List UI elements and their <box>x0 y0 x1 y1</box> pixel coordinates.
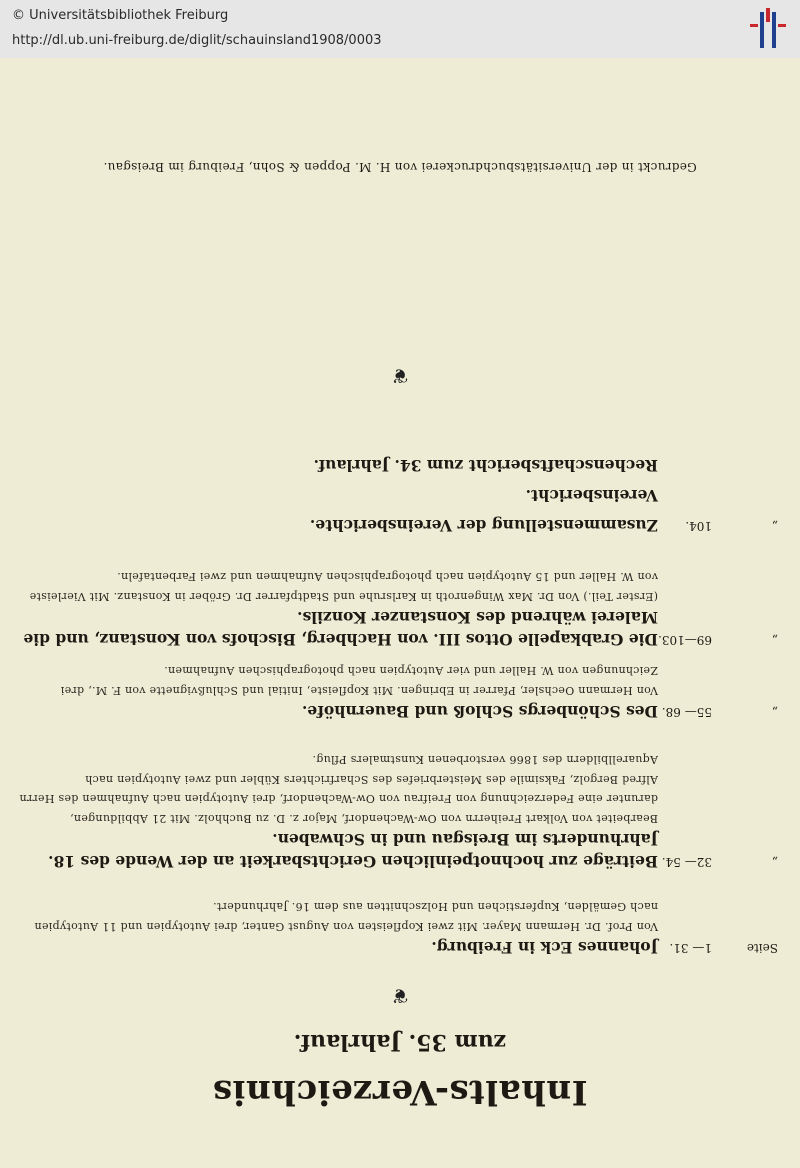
entry-label: Seite <box>746 941 778 955</box>
entry-pages: 55— 68. <box>661 705 712 719</box>
entry-description: Von Prof. Dr. Hermann Mayer. Mit zwei Kopfleisten von August Ganter, drei Autotypien und 11 Autotypien nach Gemälden, Kupferstichen und Holzschnitten aus dem 16. Jahrhundert. <box>34 900 658 933</box>
entry-label: „ <box>771 633 778 647</box>
toc-line-rechenschaftsbericht: Rechenschaftsbericht zum 34. Jahrlauf. <box>313 456 658 475</box>
entry-title: Beiträge zur hochnotpeinlichen Gerichtsbarkeit an der Wende des 18. Jahrhunderts im Breisgau und in Schwaben. <box>48 830 658 871</box>
entry-pages: 104. <box>685 519 712 533</box>
document-url[interactable]: http://dl.ub.uni-freiburg.de/diglit/schauinsland1908/0003 <box>12 33 382 48</box>
entry-title: Des Schönbergs Schloß und Bauernhöfe. <box>301 702 658 721</box>
entry-label: „ <box>771 705 778 719</box>
printer-imprint: Gedruckt in der Universitätsbuchdruckerei von H. M. Poppen & Sohn, Freiburg im Breisgau. <box>103 160 697 174</box>
entry-description: Von Hermann Oechsler, Pfarrer in Ebringen. Mit Kopfleiste, Initial und Schlußvignette von F. M., drei Zeichnungen von W. Haller und vier Autotypien nach photographischen Aufnahmen. <box>60 664 658 697</box>
entry-description: (Erster Teil.) Von Dr. Max Wingenroth in Karlsruhe und Stadtpfarrer Dr. Gröber in Konstanz. Mit Vierleiste von W. Haller und 15 Autotypien nach photographischen Aufnahmen und zwei Farbentafeln. <box>29 570 658 603</box>
page-content-rotated <box>0 58 800 1168</box>
ornament-top-icon: ❦ <box>391 984 409 1008</box>
page-title: Inhalts-Verzeichnis <box>212 1072 588 1112</box>
scanned-page <box>0 58 800 1168</box>
page-subtitle: zum 35. Jahrlauf. <box>293 1029 507 1055</box>
toc-line-vereinsbericht: Vereinsbericht. <box>525 486 658 505</box>
entry-pages: 1— 31. <box>669 941 712 955</box>
entry-pages: 69—103. <box>658 633 712 647</box>
entry-label: „ <box>771 519 778 533</box>
entry-title: Die Grabkapelle Ottos III. von Hachberg, Bischofs von Konstanz, und die Malerei während des Konstanzer Konzils. <box>23 608 658 649</box>
ornament-bottom-icon: ❦ <box>391 364 409 388</box>
entry-description: Bearbeitet von Volkart Freiherrn von Ow-Wachendorf, Major z. D. zu Buchholz. Mit 21 Abbildungen, darunter eine Federzeichnung von Freifrau von Ow-Wachendorf, drei Autotypien nach Aufnahmen des Herrn Alfred Bergolz, Faksimile des Meisterbriefes des Scharfrichters Kübler und zwei Autotypien nach Aquarellbildern des 1866 verstorbenen Kunstmalers Pflug. <box>19 753 658 825</box>
entry-pages: 32— 54. <box>661 855 712 869</box>
university-logo-icon <box>748 6 788 50</box>
library-credit: © Universitätsbibliothek Freiburg <box>12 8 229 23</box>
viewer-header <box>0 0 800 59</box>
entry-title: Johannes Eck in Freiburg. <box>431 938 658 957</box>
entry-title: Zusammenstellung der Vereinsberichte. <box>309 516 658 535</box>
entry-label: „ <box>771 855 778 869</box>
